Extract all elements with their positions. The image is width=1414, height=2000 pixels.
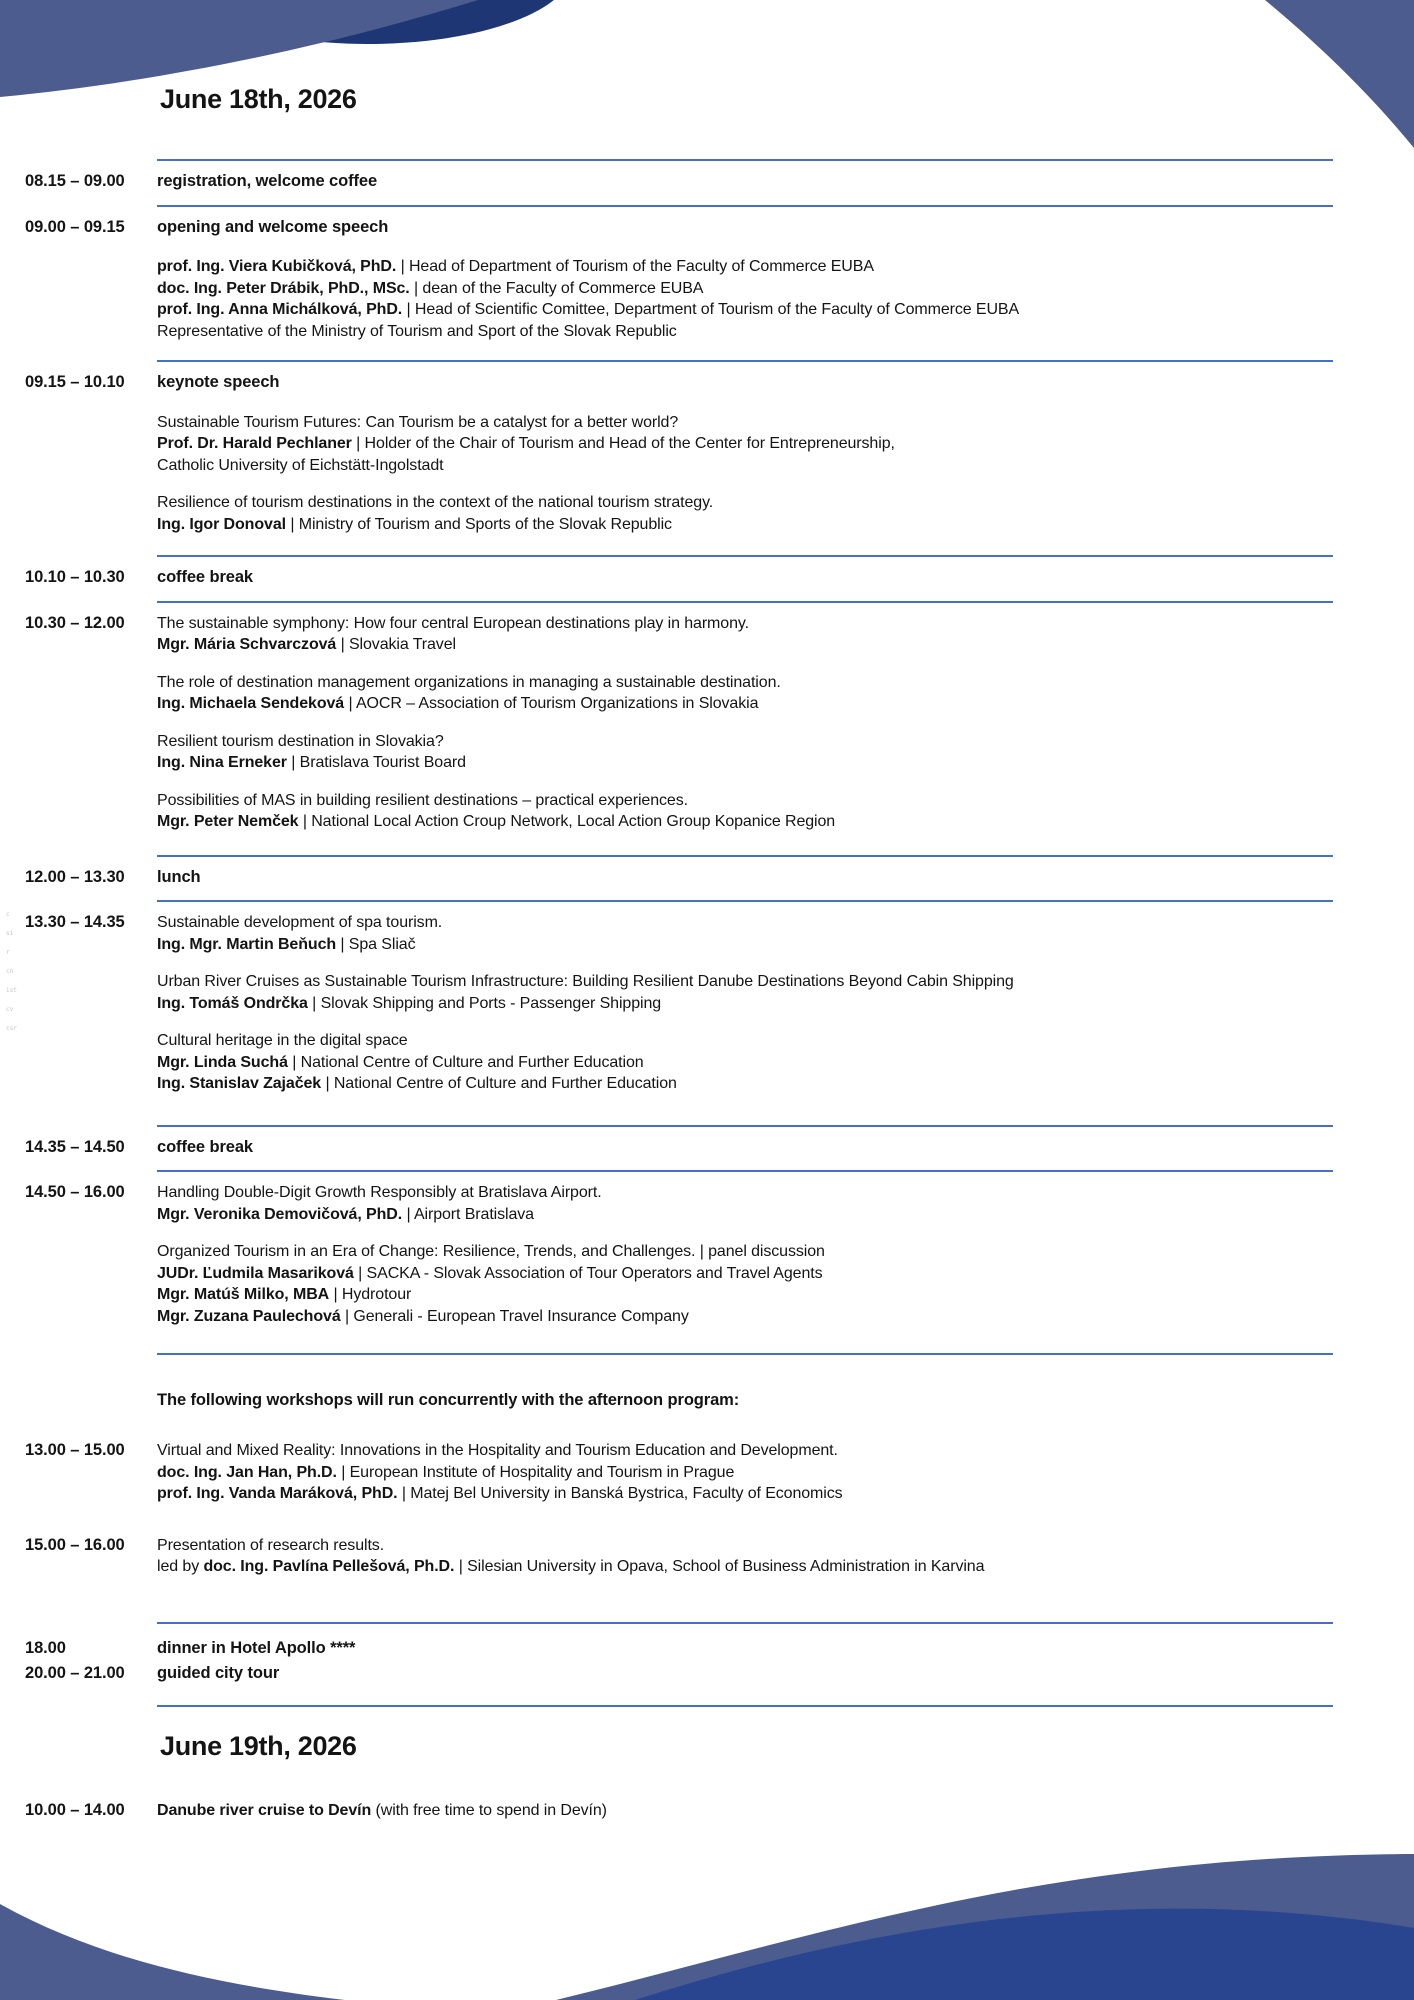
margin-artifact-mark: cv [6,1006,14,1013]
session-line [157,1263,1333,1285]
session-text: Organized Tourism in an Era of Change: Resilience, Trends, and Challenges. | panel discussion [157,1243,825,1260]
session-line [157,278,1333,300]
session-title: guided city tour [157,1664,280,1682]
schedule-row-workshop-2 [0,1531,1414,1622]
session-title: dinner in Hotel Apollo **** [157,1638,356,1657]
talk-title [157,790,1333,812]
speaker-name: prof. Ing. Viera Kubičková, PhD. [157,258,397,275]
talk [157,1535,1333,1578]
margin-artifact-mark: si [6,930,14,937]
time-range: 10.00 – 14.00 [25,1800,125,1819]
talk [157,613,1333,656]
session-line [157,1284,1333,1306]
session-text: Urban River Cruises as Sustainable Tourism Infrastructure: Building Resilient Danube Destinations Beyond Cabin Shipping [157,973,1014,990]
speaker-name: Prof. Dr. Harald Pechlaner [157,435,352,452]
time-range: 10.30 – 12.00 [25,613,125,632]
schedule-row-coffee-2 [0,1127,1414,1171]
session-cell [157,1638,1333,1660]
session-line [157,752,1333,774]
schedule-row-opening [0,207,1414,361]
speaker-name: Ing. Michaela Sendeková [157,695,345,712]
speaker-affiliation: | National Centre of Culture and Further Education [321,1075,677,1092]
speaker-affiliation: | Silesian University in Opava, School of Business Administration in Karvina [454,1558,985,1575]
speaker-affiliation: | Ministry of Tourism and Sports of the Slovak Republic [285,515,672,533]
margin-artifact-mark: c [6,911,10,918]
time-range: 13.30 – 14.35 [25,913,125,931]
session-line [157,514,1333,536]
talk-title [157,1241,1333,1263]
session-cell [157,1182,1333,1327]
session-line [157,1462,1333,1484]
time-range: 14.35 – 14.50 [25,1137,125,1156]
talk [157,1440,1333,1505]
session-cell [157,613,1333,833]
session-text: Handling Double-Digit Growth Responsibly at Bratislava Airport. [157,1184,602,1201]
bottom-left-wave [0,1904,345,2000]
schedule-row-afternoon-block-2 [0,1172,1414,1353]
schedule-row-city-tour [0,1659,1414,1705]
workshops-note: The following workshops will run concurrently with the afternoon program: [157,1391,740,1409]
speaker-name: doc. Ing. Jan Han, Ph.D. [157,1463,337,1481]
speaker-affiliation: | SACKA - Slovak Association of Tour Operators and Travel Agents [353,1264,823,1282]
session-title: lunch [157,867,201,886]
session-cell [157,1663,1333,1685]
session-line [157,1052,1333,1074]
session-line [157,1073,1333,1095]
session-cell [157,867,1333,889]
talk [157,790,1333,833]
schedule-row-afternoon-block-1 [0,902,1414,1125]
speaker-name: JUDr. Ľudmila Masariková [157,1264,354,1282]
schedule-row-workshop-1 [0,1430,1414,1531]
speaker-affiliation: | National Centre of Culture and Further Education [287,1053,644,1071]
section-divider [157,1353,1333,1355]
session-text: Presentation of research results. [157,1536,385,1554]
speaker-affiliation: | National Local Action Croup Network, Local Action Group Kopanice Region [298,813,836,830]
speaker-list [157,256,1333,342]
session-cell [157,217,1333,343]
speaker-affiliation: | Generali - European Travel Insurance Company [340,1307,689,1325]
speaker-affiliation: | Hydrotour [329,1286,412,1303]
margin-artifact-mark: ist [6,987,17,994]
session-text: Cultural heritage in the digital space [157,1032,408,1049]
session-line [157,256,1333,278]
speaker-affiliation: | Head of Department of Tourism of the Faculty of Commerce EUBA [396,258,874,275]
session-text: Resilient tourism destination in Slovakia? [157,732,444,750]
session-line [157,321,1333,343]
speaker-affiliation: | Bratislava Tourist Board [286,754,466,771]
session-line [157,1800,1333,1822]
speaker-name: Ing. Igor Donoval [157,515,286,533]
day2-title: June 19th, 2026 [160,1730,357,1761]
session-cell [157,1440,1333,1505]
speaker-name: Ing. Stanislav Zajaček [157,1075,322,1092]
session-line [157,993,1333,1015]
time-range: 18.00 [25,1638,66,1657]
session-line [157,693,1333,715]
time-range: 15.00 – 16.00 [25,1535,125,1554]
session-cell [157,567,1333,589]
session-text: Possibilities of MAS in building resilient destinations – practical experiences. [157,791,688,809]
speaker-name: Mgr. Veronika Demovičová, PhD. [157,1205,403,1223]
speaker-affiliation: | Slovak Shipping and Ports - Passenger Shipping [307,994,662,1012]
bottom-wave-decoration [0,1852,1414,2000]
speaker-affiliation: | Holder of the Chair of Tourism and Head of the Center for Entrepreneurship, [351,435,895,452]
speaker-affiliation: | Spa Sliač [336,935,416,953]
speaker-affiliation: | AOCR – Association of Tourism Organizations in Slovakia [344,695,759,712]
session-text: Sustainable development of spa tourism. [157,914,443,931]
section-divider [157,1705,1333,1707]
session-text: Sustainable Tourism Futures: Can Tourism be a catalyst for a better world? [157,413,679,431]
talk-title [157,1182,1333,1204]
session-line [157,299,1333,321]
speaker-name: prof. Ing. Anna Michálková, PhD. [157,301,403,318]
session-cell [157,171,1333,193]
session-cell [157,1137,1333,1159]
speaker-name: Ing. Mgr. Martin Beňuch [157,935,337,953]
session-text: Virtual and Mixed Reality: Innovations in the Hospitality and Tourism Education and Development. [157,1442,838,1459]
talk-title [157,492,1333,514]
speaker-name: Mgr. Peter Nemček [157,813,299,830]
talk [157,971,1333,1014]
time-range: 10.10 – 10.30 [25,568,125,586]
talk [157,1030,1333,1095]
line-prefix: led by [157,1558,204,1575]
talk-title [157,672,1333,694]
session-title: coffee break [157,568,254,586]
session-cell [157,912,1333,1095]
talk [157,912,1333,955]
time-range: 20.00 – 21.00 [25,1664,125,1682]
session-line [157,1204,1333,1226]
schedule-row-danube-cruise [0,1790,1414,1834]
talk [157,492,1333,535]
session-title: keynote speech [157,373,280,391]
time-range: 08.15 – 09.00 [25,172,125,190]
schedule-row-dinner [0,1624,1414,1660]
session-cell [157,1800,1333,1822]
session-line [157,811,1333,833]
speaker-name: prof. Ing. Vanda Maráková, PhD. [157,1485,398,1502]
talk-title [157,412,1333,434]
margin-artifact-mark: r [6,949,10,956]
schedule-row-keynote [0,362,1414,555]
time-range: 12.00 – 13.30 [25,867,125,886]
talk [157,731,1333,774]
session-line [157,433,1333,455]
session-text: (with free time to spend in Devín) [371,1801,607,1819]
talk-title [157,1440,1333,1462]
speaker-name: Ing. Nina Erneker [157,754,287,771]
session-title: registration, welcome coffee [157,172,378,190]
margin-artifact-mark: csr [6,1025,17,1032]
speaker-name: doc. Ing. Pavlína Pellešová, Ph.D. [203,1558,455,1575]
time-range: 09.00 – 09.15 [25,217,125,236]
session-text: The role of destination management organizations in managing a sustainable destination. [157,673,781,691]
speaker-affiliation: | Airport Bratislava [402,1205,534,1223]
talk-title [157,912,1333,934]
talk [157,672,1333,715]
speaker-name: Mgr. Matúš Milko, MBA [157,1286,330,1303]
talk-title [157,1535,1333,1557]
speaker-name: Mgr. Mária Schvarczová [157,636,337,653]
session-line [157,1556,1333,1578]
session-title: Danube river cruise to Devín [157,1801,372,1819]
speaker-name: Mgr. Linda Suchá [157,1053,288,1071]
session-cell [157,372,1333,535]
time-range: 13.00 – 15.00 [25,1441,125,1459]
talk-title [157,971,1333,993]
time-range: 14.50 – 16.00 [25,1183,125,1201]
speaker-affiliation: | Head of Scientific Comittee, Department of Tourism of the Faculty of Commerce EUBA [402,301,1020,318]
margin-artifact-mark: cn [6,968,14,975]
session-text: The sustainable symphony: How four central European destinations play in harmony. [157,614,749,632]
talk-title [157,613,1333,635]
speaker-affiliation: | dean of the Faculty of Commerce EUBA [409,279,704,297]
speaker-affiliation: | Matej Bel University in Banská Bystrica, Faculty of Economics [397,1485,843,1502]
speaker-affiliation: | Slovakia Travel [336,636,456,653]
session-text: Representative of the Ministry of Tourism and Sport of the Slovak Republic [157,322,677,340]
session-cell [157,1535,1333,1578]
time-range: 09.15 – 10.10 [25,373,125,391]
session-line [157,455,1333,477]
schedule-row-morning-block [0,603,1414,855]
talk-title [157,1030,1333,1052]
schedule-row-registration [0,161,1414,205]
day1-title: June 18th, 2026 [160,84,357,114]
speaker-affiliation: | European Institute of Hospitality and Tourism in Prague [336,1463,735,1481]
talk [157,1241,1333,1327]
session-text: Resilience of tourism destinations in the context of the national tourism strategy. [157,494,714,511]
talk [157,1182,1333,1225]
speaker-name: doc. Ing. Peter Drábik, PhD., MSc. [157,279,410,297]
session-line [157,934,1333,956]
talk [157,412,1333,477]
schedule-row-coffee-1 [0,557,1414,601]
session-line [157,634,1333,656]
speaker-name: Mgr. Zuzana Paulechová [157,1307,341,1325]
schedule-row-lunch [0,857,1414,901]
speaker-name: Ing. Tomáš Ondrčka [157,994,308,1012]
session-title: coffee break [157,1137,254,1156]
session-text: Catholic University of Eichstätt-Ingolstadt [157,456,444,474]
session-title: opening and welcome speech [157,217,389,236]
session-line [157,1483,1333,1505]
session-line [157,1306,1333,1328]
talk-title [157,731,1333,753]
